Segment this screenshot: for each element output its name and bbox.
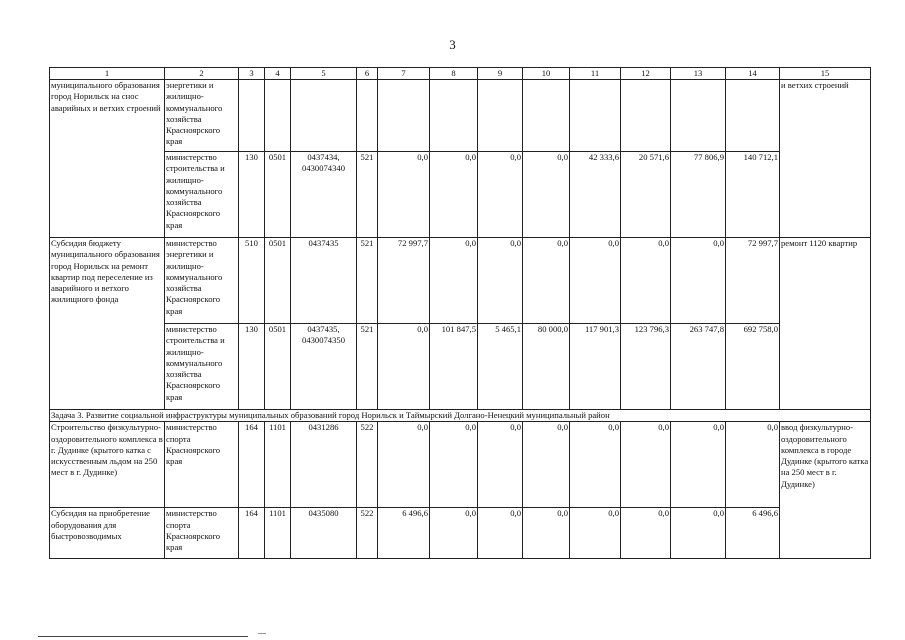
header-cell: 4 [265,68,291,80]
value-cell: 20 571,6 [621,152,671,238]
header-cell: 2 [165,68,239,80]
section-code: 0501 [265,152,291,238]
section-code: 0501 [265,238,291,324]
value-cell: 0,0 [478,238,523,324]
ministry: министерство строительства и жилищно-коммунального хозяйства Красноярского края [165,152,239,238]
value-cell: 5 465,1 [478,324,523,410]
value-cell: 0,0 [671,422,726,508]
table-row [50,238,871,324]
value-cell: 0,0 [671,508,726,559]
header-cell: 9 [478,68,523,80]
value-cell: 0,0 [570,508,621,559]
value-cell: 0,0 [378,152,430,238]
value-cell: 692 758,0 [726,324,780,410]
task-row [50,410,871,422]
table-row [50,152,871,238]
value-cell: 0,0 [621,508,671,559]
section-code: 1101 [265,508,291,559]
value-cell: 0,0 [621,238,671,324]
table-row [50,422,871,508]
table-row [50,80,871,152]
expense-type: 521 [357,324,378,410]
header-cell: 10 [523,68,570,80]
header-cell: 8 [430,68,478,80]
grbs-code: 510 [239,238,265,324]
value-cell: 117 901,3 [570,324,621,410]
header-cell: 14 [726,68,780,80]
target-code: 0437435, 0430074350 [291,324,357,410]
measure-name: муниципального образования город Норильск на снос аварийных и ветхих строений [50,80,165,238]
target-code: 0437434, 0430074340 [291,152,357,238]
result: ввод физкультурно-оздоровительного комплекса в городе Дудинке (крытого катка на 250 мест в г. Дудинке) [780,422,871,559]
ministry: министерство строительства и жилищно-коммунального хозяйства Красноярского края [165,324,239,410]
value-cell: 6 496,6 [378,508,430,559]
page-number: 3 [449,37,456,52]
value-cell: 0,0 [430,238,478,324]
table-row [50,324,871,410]
section-code: 1101 [265,422,291,508]
value-cell: 0,0 [378,324,430,410]
target-code: 0431286 [291,422,357,508]
value-cell: 80 000,0 [523,324,570,410]
value-cell: 72 997,7 [726,238,780,324]
grbs-code: 164 [239,508,265,559]
value-cell: 0,0 [523,422,570,508]
grbs-code: 130 [239,324,265,410]
header-cell: 3 [239,68,265,80]
task-heading: Задача 3. Развитие социальной инфраструктуры муниципальных образований город Норильск и Таймырский Долгано-Ненецкий муниципальный район [50,410,871,422]
target-code: 0437435 [291,238,357,324]
result: и ветхих строений [780,80,871,238]
header-cell: 5 [291,68,357,80]
ministry: министерство энергетики и жилищно-коммунального хозяйства Красноярского края [165,238,239,324]
header-cell: 12 [621,68,671,80]
value-cell: 0,0 [478,508,523,559]
header-cell: 7 [378,68,430,80]
value-cell: 101 847,5 [430,324,478,410]
value-cell: 0,0 [378,422,430,508]
grbs-code: 130 [239,152,265,238]
value-cell: 0,0 [570,422,621,508]
footnote-mark [258,633,266,634]
ministry: министерство спорта Красноярского края [165,422,239,508]
header-row [50,68,871,80]
value-cell: 0,0 [523,152,570,238]
value-cell: 0,0 [430,422,478,508]
header-cell: 15 [780,68,871,80]
measure-name: Строительство физкультурно-оздоровительного комплекса в г. Дудинке (крытого катка с искусственным льдом на 250 мест в г. Дудинке) [50,422,165,508]
expense-type: 522 [357,422,378,508]
value-cell: 0,0 [478,422,523,508]
measure-name: Субсидия бюджету муниципального образования город Норильск на ремонт квартир под переселение из аварийного и ветхого жилищного фонда [50,238,165,410]
value-cell: 42 333,6 [570,152,621,238]
value-cell: 0,0 [671,238,726,324]
result: ремонт 1120 квартир [780,238,871,410]
grbs-code: 164 [239,422,265,508]
value-cell: 6 496,6 [726,508,780,559]
measure-name: Субсидия на приобретение оборудования для быстровозводимых [50,508,165,559]
expense-type: 521 [357,238,378,324]
value-cell: 263 747,8 [671,324,726,410]
table-row [50,508,871,559]
header-cell: 13 [671,68,726,80]
value-cell: 0,0 [478,152,523,238]
section-code: 0501 [265,324,291,410]
ministry: энергетики и жилищно-коммунального хозяйства Красноярского края [165,80,239,152]
value-cell: 0,0 [726,422,780,508]
target-code: 0435080 [291,508,357,559]
value-cell: 0,0 [523,238,570,324]
value-cell: 77 806,9 [671,152,726,238]
header-cell: 6 [357,68,378,80]
expense-type: 522 [357,508,378,559]
value-cell: 0,0 [430,152,478,238]
header-cell: 1 [50,68,165,80]
value-cell: 123 796,3 [621,324,671,410]
value-cell: 0,0 [430,508,478,559]
value-cell: 0,0 [621,422,671,508]
value-cell: 0,0 [523,508,570,559]
value-cell: 0,0 [570,238,621,324]
value-cell: 140 712,1 [726,152,780,238]
value-cell: 72 997,7 [378,238,430,324]
footnote-rule [38,636,248,637]
header-cell: 11 [570,68,621,80]
expense-type: 521 [357,152,378,238]
ministry: министерство спорта Красноярского края [165,508,239,559]
budget-table [49,67,871,559]
